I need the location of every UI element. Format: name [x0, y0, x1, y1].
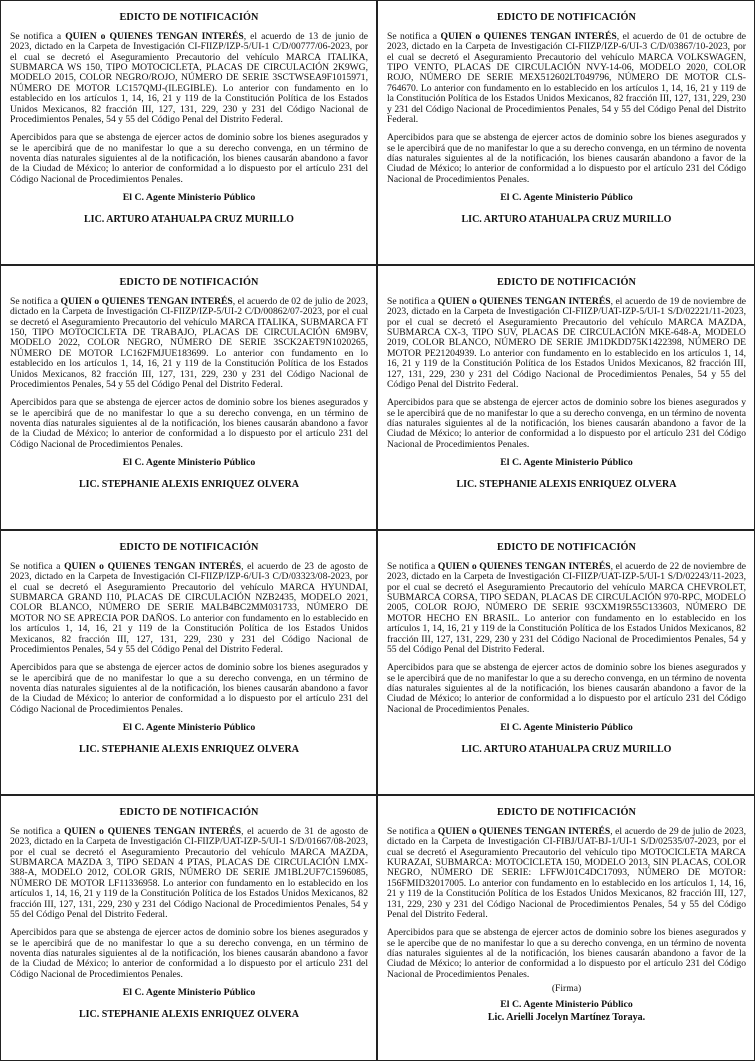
notice-1 — [0, 0, 377, 265]
addressee: QUIEN o QUIENES TENGAN INTERÉS — [437, 296, 611, 308]
notice-title: EDICTO DE NOTIFICACIÓN — [119, 277, 259, 288]
addressee: QUIEN o QUIENES TENGAN INTERÉS — [437, 826, 611, 838]
signer-name: LIC. STEPHANIE ALEXIS ENRIQUEZ OLVERA — [456, 478, 677, 490]
ministerio-label: El C. Agente Ministerio Público — [500, 999, 633, 1011]
ministerio-label: El C. Agente Ministerio Público — [122, 722, 256, 734]
notice-title: EDICTO DE NOTIFICACIÓN — [119, 12, 259, 23]
notice-warning: Apercibidos para que se abstenga de ejercer actos de dominio sobre los bienes asegurados y se le apercibirá que de no manifestar lo que a su derecho convenga, en un término de noventa días naturales siguientes al de la notificación, los bienes causarán abandono a favor de la Ciudad de México; lo anterior de conformidad a lo dispuesto por el artículo 231 del Código Nacional de Procedimientos Penales. — [387, 132, 746, 185]
notice-8 — [377, 795, 755, 1061]
notice-body: Se notifica a QUIEN o QUIENES TENGAN INTERÉS, el acuerdo de 23 de agosto de 2023, dictado en la Carpeta de Investigación CI-FIIZP/IZP-6/UI-3 C/D/03323/08-2023, por el cual se decretó el Aseguramiento Precautorio del vehículo MARCA HYUNDAI, SUBMARCA GRAND I10, PLACAS DE CIRCULACIÓN NZB2435, MODELO 2021, COLOR BLANCO, NÚMERO DE SERIE MALB4BC2MM031733, NÚMERO DE MOTOR NO SE APRECIA POR DAÑOS. Lo anterior con fundamento en lo establecido en los artículos 1, 14, 16, 21 y 119 de la Constitución Política de los Estados Unidos Mexicanos, 82 fracción III, 127, 131, 229, 230 y 231 del Código Nacional de Procedimientos Penales, 54 y 55 del Código Penal del Distrito Federal. — [10, 561, 369, 655]
notice-3 — [0, 265, 377, 530]
notice-title: EDICTO DE NOTIFICACIÓN — [119, 542, 259, 553]
ministerio-label: El C. Agente Ministerio Público — [122, 987, 256, 999]
notice-body: Se notifica a QUIEN o QUIENES TENGAN INTERÉS, el acuerdo de 19 de noviembre de 2023, dictado en la Carpeta de Investigación CI-FIIZP/UAT-IZP-5/UI-1 S/D/02221/11-2023, por el cual se decretó el Aseguramiento Precautorio del vehículo MARCA MAZDA, SUBMARCA CX-3, TIPO SUV, PLACAS DE CIRCULACIÓN MKE-648-A, MODELO 2019, COLOR BLANCO, NÚMERO DE SERIE JM1DKDD75K1422398, NÚMERO DE MOTOR PE21204939. Lo anterior con fundamento en lo establecido en los artículos 1, 14, 16, 21 y 119 de la Constitución Política de los Estados Unidos Mexicanos, 82 fracción III, 127, 131, 229, 230 y 231 del Código Nacional de Procedimientos Penales, 54 y 55 del Código Penal del Distrito Federal. — [387, 296, 747, 390]
notice-title: EDICTO DE NOTIFICACIÓN — [497, 542, 636, 553]
firma-label: (Firma) — [551, 983, 582, 995]
notice-warning: Apercibidos para que se abstenga de ejercer actos de dominio sobre los bienes asegurados y se le apercibe que de no manifestar lo que a su derecho convenga, en un término de noventa días naturales siguientes al de la notificación, los bienes causarán abandono a favor de la Ciudad de México; lo anterior de conformidad a lo dispuesto por el artículo 231 del Código Nacional de Procedimientos Penales. — [387, 927, 746, 980]
signer-name: LIC. ARTURO ATAHUALPA CRUZ MURILLO — [461, 213, 672, 225]
addressee: QUIEN o QUIENES TENGAN INTERÉS — [64, 826, 242, 838]
signer-name: LIC. STEPHANIE ALEXIS ENRIQUEZ OLVERA — [79, 478, 299, 490]
notice-warning: Apercibidos para que se abstenga de ejercer actos de dominio sobre los bienes asegurados y se le apercibirá que de no manifestar lo que a su derecho convenga, en un término de noventa días naturales siguientes al de la notificación, los bienes causarán abandono a favor de la Ciudad de México; lo anterior de conformidad a lo dispuesto por el artículo 231 del Código Nacional de Procedimientos Penales. — [387, 662, 746, 715]
notice-warning: Apercibidos para que se abstenga de ejercer actos de dominio sobre los bienes asegurados y se le apercibirá que de no manifestar lo que a su derecho convenga, en un término de noventa días naturales siguientes al de la notificación, los bienes causarán abandono a favor de la Ciudad de México; lo anterior de conformidad a lo dispuesto por el artículo 231 del Código Nacional de Procedimientos Penales. — [10, 132, 368, 185]
notice-warning: Apercibidos para que se abstenga de ejercer actos de dominio sobre los bienes asegurados y se le apercibirá que de no manifestar lo que a su derecho convenga, en un término de noventa días naturales siguientes al de la notificación, los bienes causarán abandono a favor de la Ciudad de México; lo anterior de conformidad a lo dispuesto por el artículo 231 del Código Nacional de Procedimientos Penales. — [10, 927, 368, 980]
notice-warning: Apercibidos para que se abstenga de ejercer actos de dominio sobre los bienes asegurados y se le apercibirá que de no manifestar lo que a su derecho convenga, en un término de noventa días naturales siguientes al de la notificación, los bienes causarán abandono a favor de la Ciudad de México; lo anterior de conformidad a lo dispuesto por el artículo 231 del Código Nacional de Procedimientos Penales. — [387, 397, 746, 450]
addressee: QUIEN o QUIENES TENGAN INTERÉS — [437, 561, 611, 573]
ministerio-label: El C. Agente Ministerio Público — [500, 457, 633, 469]
signer-name: LIC. ARTURO ATAHUALPA CRUZ MURILLO — [84, 213, 294, 225]
notice-body: Se notifica a QUIEN o QUIENES TENGAN INTERÉS, el acuerdo de 13 de junio de 2023, dictado en la Carpeta de Investigación CI-FIIZP/IZP-5/UI-1 C/D/00777/06-2023, por el cual se decretó el Aseguramiento Precautorio del vehículo MARCA ITALIKA, SUBMARCA WS 150, TIPO MOTOCICLETA, PLACAS DE CIRCULACIÓN 2K9WG, MODELO 2015, COLOR NEGRO/ROJO, NÚMERO DE SERIE 3SCTWSEA9F1015971, NÚMERO DE MOTOR LC157QMJ-(ILEGIBLE). Lo anterior con fundamento en lo establecido en los artículos 1, 14, 16, 21 y 119 de la Constitución Política de los Estados Unidos Mexicanos, 82 fracción III, 127, 131, 229, 230 y 231 del Código Nacional de Procedimientos Penales, 54 y 55 del Código Penal del Distrito Federal. — [10, 31, 368, 125]
notice-title: EDICTO DE NOTIFICACIÓN — [119, 807, 259, 818]
notice-5 — [0, 530, 377, 795]
notice-4 — [377, 265, 755, 530]
addressee: QUIEN o QUIENES TENGAN INTERÉS — [65, 31, 244, 43]
ministerio-label: El C. Agente Ministerio Público — [500, 192, 633, 204]
notice-warning: Apercibidos para que se abstenga de ejercer actos de dominio sobre los bienes asegurados y se le apercibirá que de no manifestar lo que a su derecho convenga, en un término de noventa días naturales siguientes al de la notificación, los bienes causarán abandono a favor de la Ciudad de México; lo anterior de conformidad a lo dispuesto por el artículo 231 del Código Nacional de Procedimientos Penales. — [10, 397, 368, 450]
addressee: QUIEN o QUIENES TENGAN INTERÉS — [64, 561, 242, 573]
notice-body: Se notifica a QUIEN o QUIENES TENGAN INTERÉS, el acuerdo de 01 de octubre de 2023, dictado en la Carpeta de Investigación CI-FIIZP/IZP-6/UI-3 C/D/03867/10-2023, por el cual se decretó el Aseguramiento Precautorio del vehículo MARCA VOLKSWAGEN, TIPO VENTO, PLACAS DE CIRCULACIÓN NVY-14-06, MODELO 2020, COLOR ROJO, NÚMERO DE SERIE MEX512602LT049796, NÚMERO DE MOTOR CLS-764670. Lo anterior con fundamento en lo establecido en los artículos 1, 14, 16, 21 y 119 de la Constitución Política de los Estados Unidos Mexicanos, 82 fracción III, 127, 131, 229, 230 y 231 del Código Nacional de Procedimientos Penales, 54 y 55 del Código Penal del Distrito Federal. — [387, 31, 747, 125]
notice-7 — [0, 795, 377, 1061]
signer-name: Lic. Arielli Jocelyn Martínez Toraya. — [487, 1011, 646, 1023]
notice-body: Se notifica a QUIEN o QUIENES TENGAN INTERÉS, el acuerdo de 02 de julio de 2023, dictado en la Carpeta de Investigación CI-FIIZP/IZP-5/UI-2 C/D/00862/07-2023, por el cual se decretó el Aseguramiento Precautorio del vehículo MARCA ITALIKA, SUBMARCA FT 150, TIPO MOTOCICLETA DE TRABAJO, PLACAS DE CIRCULACIÓN 6M9BV, MODELO 2022, COLOR NEGRO, NÚMERO DE SERIE 3SCK2AET9N1020265, NÚMERO DE MOTOR LC162FMJUE183699. Lo anterior con fundamento en lo establecido en los artículos 1, 14, 16, 21 y 119 de la Constitución Política de los Estados Unidos Mexicanos, 82 fracción III, 127, 131, 229, 230 y 231 del Código Nacional de Procedimientos Penales, 54 y 55 del Código Penal del Distrito Federal. — [10, 296, 368, 390]
notice-title: EDICTO DE NOTIFICACIÓN — [497, 277, 636, 288]
notice-title: EDICTO DE NOTIFICACIÓN — [497, 12, 636, 23]
notice-2 — [377, 0, 755, 265]
signer-name: LIC. STEPHANIE ALEXIS ENRIQUEZ OLVERA — [79, 743, 299, 755]
addressee: QUIEN o QUIENES TENGAN INTERÉS — [60, 296, 233, 308]
notice-body: Se notifica a QUIEN o QUIENES TENGAN INTERÉS, el acuerdo de 31 de agosto de 2023, dictado en la Carpeta de Investigación CI-FIIZP/UAT-IZP-5/UI-1 S/D/01667/08-2023, por el cual se decretó el Aseguramiento Precautorio del vehículo MARCA MAZDA, SUBMARCA MAZDA 3, TIPO SEDAN 4 PTAS, PLACAS DE CIRCULACIÓN LMX-388-A, MODELO 2012, COLOR GRIS, NÚMERO DE SERIE JM1BL2UF7C1596085, NÚMERO DE MOTOR LF11336958. Lo anterior con fundamento en lo establecido en los artículos 1, 14, 16, 21 y 119 de la Constitución Política de los Estados Unidos Mexicanos, 82 fracción III, 127, 131, 229, 230 y 231 del Código Nacional de Procedimientos Penales, 54 y 55 del Código Penal del Distrito Federal. — [10, 826, 369, 920]
notice-title: EDICTO DE NOTIFICACIÓN — [497, 807, 636, 818]
notice-6 — [377, 530, 755, 795]
ministerio-label: El C. Agente Ministerio Público — [500, 722, 633, 734]
signer-name: LIC. STEPHANIE ALEXIS ENRIQUEZ OLVERA — [79, 1008, 299, 1020]
notice-warning: Apercibidos para que se abstenga de ejercer actos de dominio sobre los bienes asegurados y se le apercibirá que de no manifestar lo que a su derecho convenga, en un término de noventa días naturales siguientes al de la notificación, los bienes causarán abandono a favor de la Ciudad de México; lo anterior de conformidad a lo dispuesto por el artículo 231 del Código Nacional de Procedimientos Penales. — [10, 662, 368, 715]
signer-name: LIC. ARTURO ATAHUALPA CRUZ MURILLO — [461, 743, 672, 755]
notice-body: Se notifica a QUIEN o QUIENES TENGAN INTERÉS, el acuerdo de 22 de noviembre de 2023, dictado en la Carpeta de Investigación CI-FIIZP/UAT-IZP-5/UI-1 S/D/02243/11-2023, por el cual se decretó el Aseguramiento Precautorio del vehículo MARCA CHEVROLET, SUBMARCA CORSA, TIPO SEDAN, PLACAS DE CIRCULACIÓN 970-RPC, MODELO 2005, COLOR ROJO, NÚMERO DE SERIE 93CXM19R55C133603, NÚMERO DE MOTOR HECHO EN BRASIL. Lo anterior con fundamento en lo establecido en los artículos 1, 14, 16, 21 y 119 de la Constitución Política de los Estados Unidos Mexicanos, 82 fracción III, 127, 131, 229, 230 y 231 del Código Nacional de Procedimientos Penales, 54 y 55 del Código Penal del Distrito Federal. — [387, 561, 747, 655]
ministerio-label: El C. Agente Ministerio Público — [122, 192, 256, 204]
addressee: QUIEN o QUIENES TENGAN INTERÉS — [440, 31, 617, 43]
ministerio-label: El C. Agente Ministerio Público — [122, 457, 256, 469]
notice-body: Se notifica a QUIEN o QUIENES TENGAN INTERÉS, el acuerdo de 29 de julio de 2023, dictado en la Carpeta de Investigación CI-FIBJ/UAT-BJ-1/UI-1 S/D/02535/07-2023, por el cual se decretó el Aseguramiento Precautorio del vehículo tipo MOTOCICLETA MARCA KURAZAI, SUBMARCA: MOTOCICLETA 150, MODELO 2013, SIN PLACAS, COLOR NEGRO, NÚMERO DE SERIE: LFFWJ01C4DC17093, NÚMERO DE MOTOR: 156FMID32017005. Lo anterior con fundamento en lo establecido en los artículos 1, 14, 16, 21 y 119 de la Constitución Política de los Estados Unidos Mexicanos, 82 fracción III, 127, 131, 229, 230 y 231 del Código Nacional de Procedimientos Penales, 54 y 55 del Código Penal del Distrito Federal. — [387, 826, 747, 920]
